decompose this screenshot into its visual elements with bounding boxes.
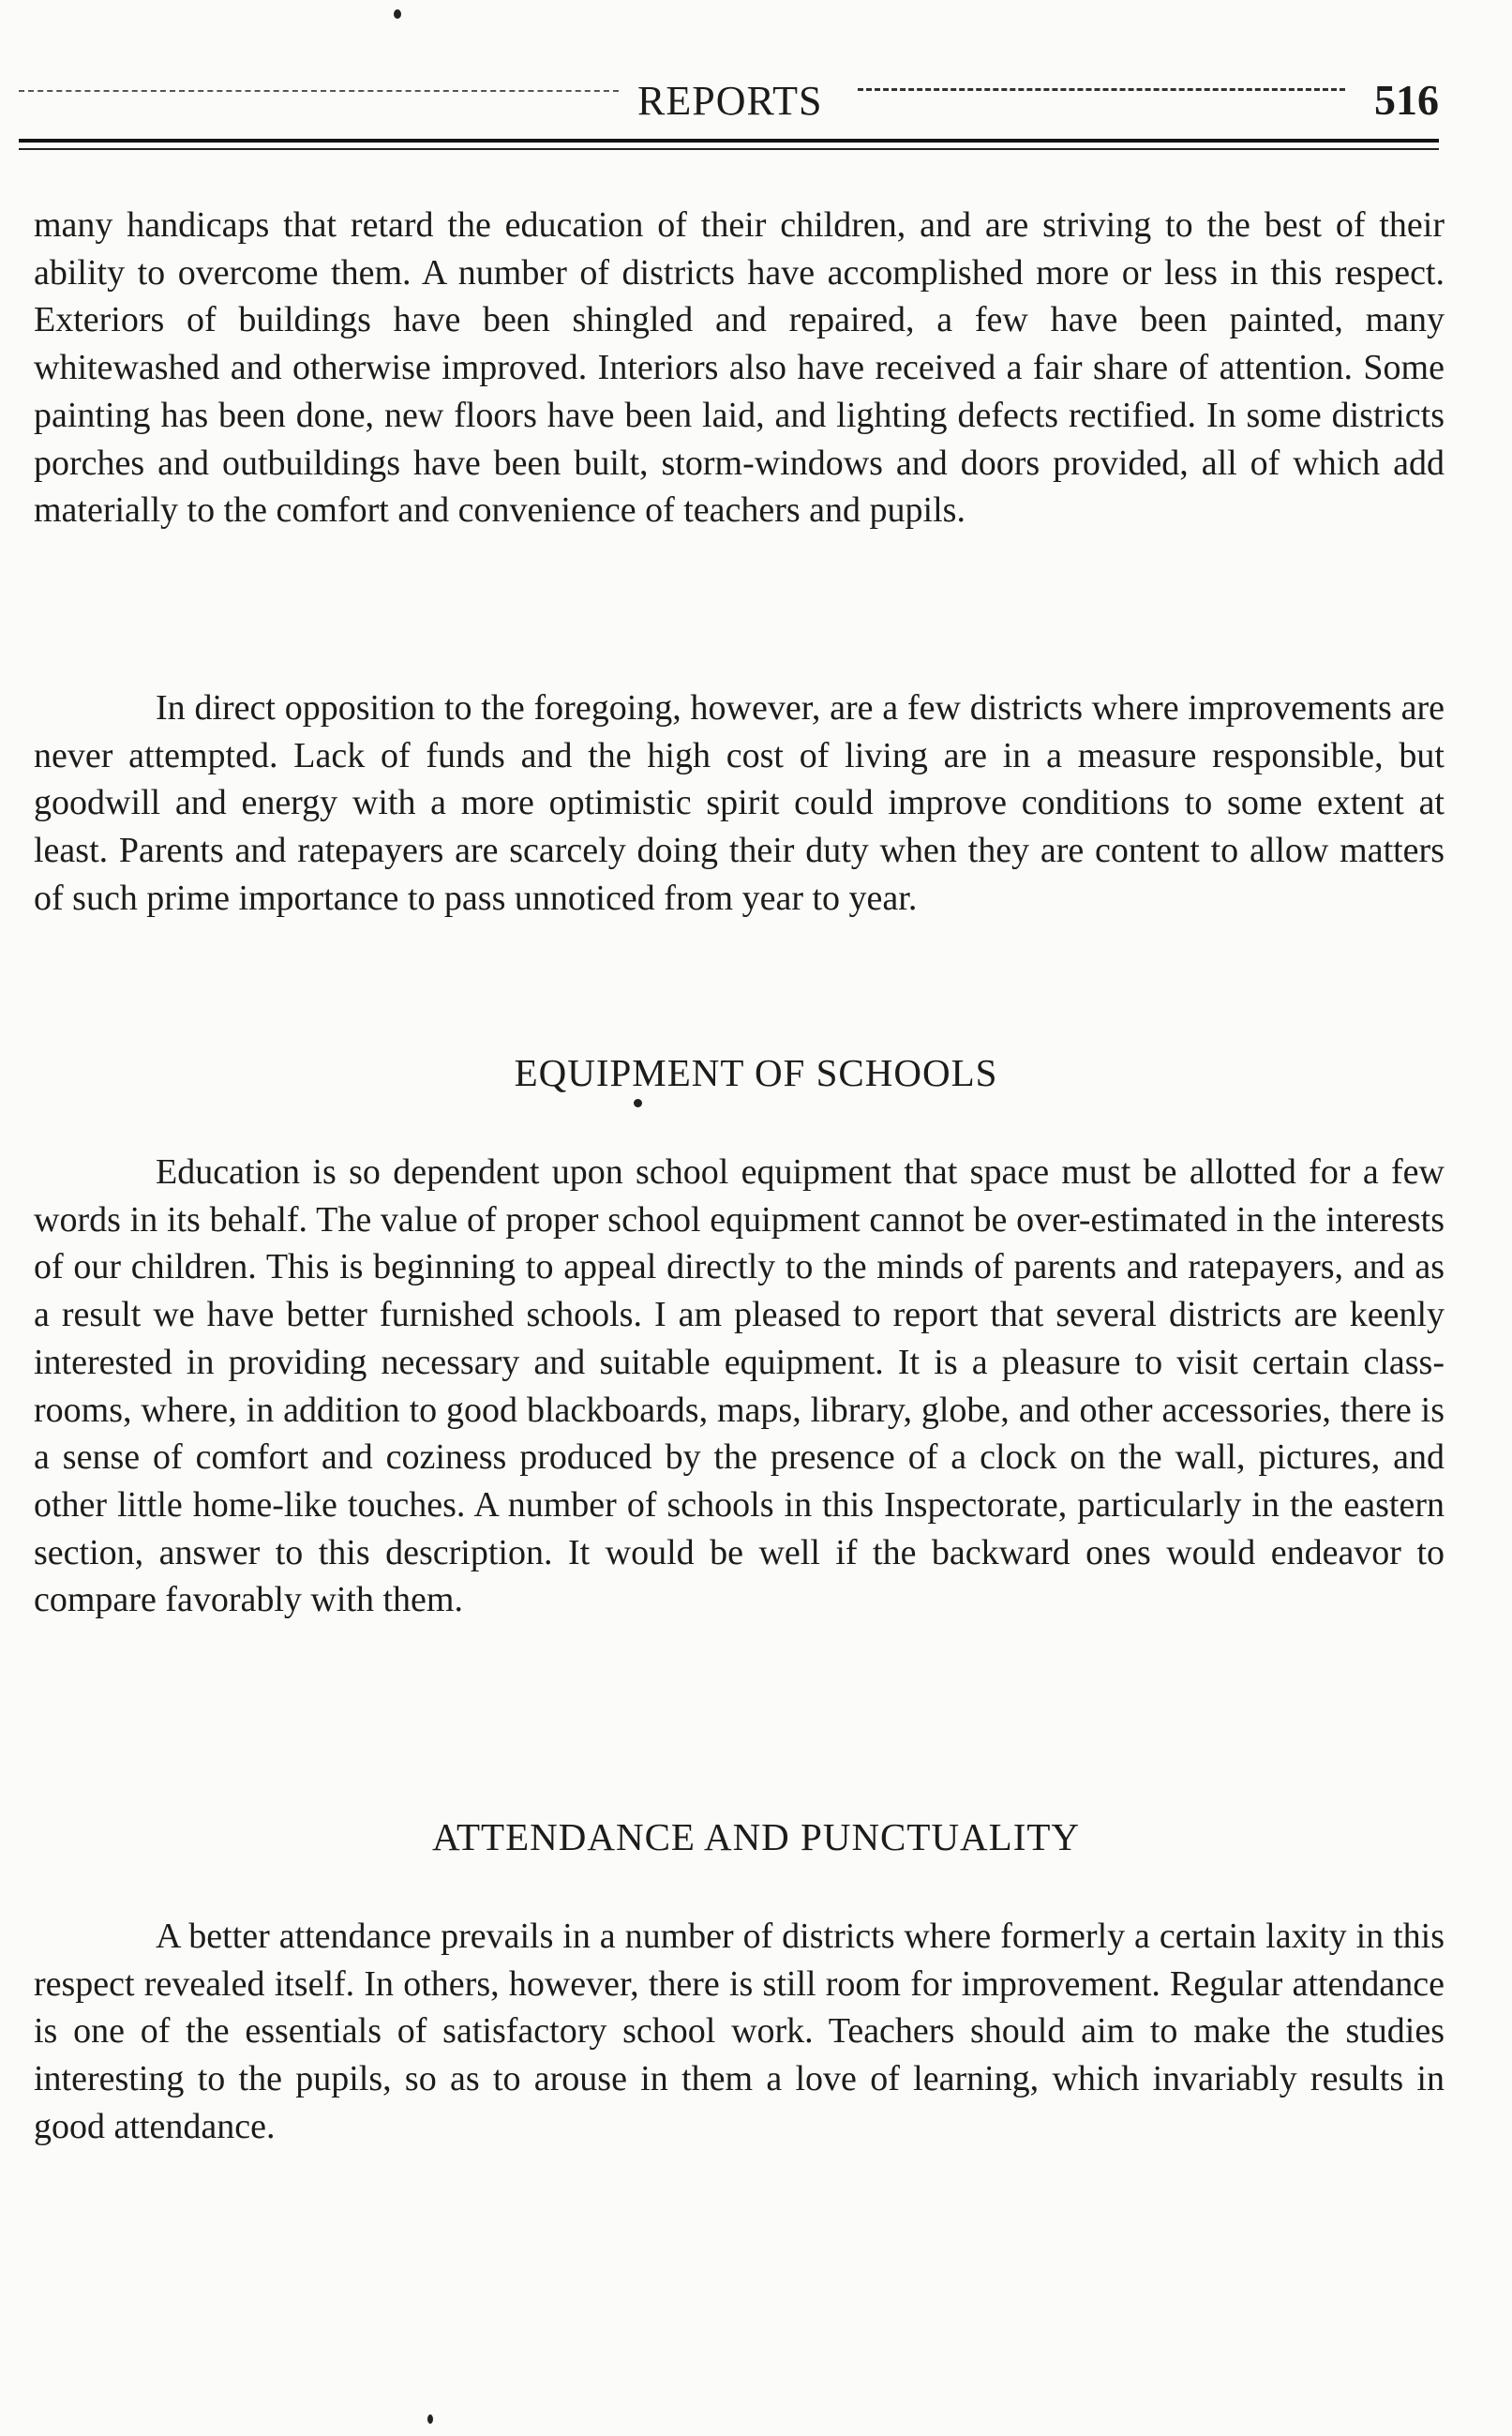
header-ornament-left [19, 90, 619, 92]
scan-speck [394, 9, 401, 19]
page-header [19, 73, 1439, 148]
section-heading-equipment: EQUIPMENT OF SCHOOLS [514, 1051, 998, 1094]
header-rule-thin [19, 148, 1439, 150]
header-ornament-right [858, 88, 1345, 91]
paragraph-opposition: In direct opposition to the foregoing, however, are a few districts where improvements are never attempted. Lack of funds and the high cost of living are in a measure responsible, but goodwill and energy with a more optimistic spirit could improve conditions to some extent at least. Parents and ratepayers are scarcely doing their duty when they are content to allow matters of such prime importance to pass unnoticed from year to year. [34, 688, 1445, 918]
scan-speck [427, 2414, 433, 2424]
scan-speck [634, 1099, 642, 1107]
section-heading-attendance: ATTENDANCE AND PUNCTUALITY [431, 1815, 1081, 1858]
header-rule-thick [19, 139, 1439, 143]
paragraph-handicaps: many handicaps that retard the education of their children, and are striving to the best of their ability to overcome them. A number of districts have accomplished more or less in this respect. Exteriors of buildings have been shingled and repaired, a few have been painted, many whitewashed and otherwise improved. Interiors also have received a fair share of attention. Some painting has been done, new floors have been laid, and lighting defects rectified. In some districts porches and outbuildings have been built, storm-windows and doors provided, all of which add materially to the comfort and convenience of teachers and pupils. [34, 205, 1445, 531]
paragraph-attendance: A better attendance prevails in a number of districts where formerly a certain laxity in this respect revealed itself. In others, however, there is still room for improvement. Regular attendance is one of the essentials of satisfactory school work. Teachers should aim to make the studies interesting to the pupils, so as to arouse in them a love of learning, which invariably results in good attendance. [34, 1917, 1445, 2146]
paragraph-equipment: Education is so dependent upon school equipment that space must be allotted for a few words in its behalf. The value of proper school equipment cannot be over-estimated in the interests of our children. This is beginning to appeal directly to the minds of parents and ratepayers, and as a result we have better furnished schools. I am pleased to report that several districts are keenly interested in providing necessary and suitable equipment. It is a pleasure to visit certain class-rooms, where, in addition to good blackboards, maps, library, globe, and other accessories, there is a sense of comfort and coziness produced by the presence of a clock on the wall, pictures, and other little home-like touches. A number of schools in this Inspectorate, particularly in the eastern section, answer to this description. It would be well if the backward ones would endeavor to compare favorably with them. [34, 1152, 1445, 1620]
page-number: 516 [1374, 76, 1439, 124]
running-head: REPORTS [637, 78, 823, 124]
